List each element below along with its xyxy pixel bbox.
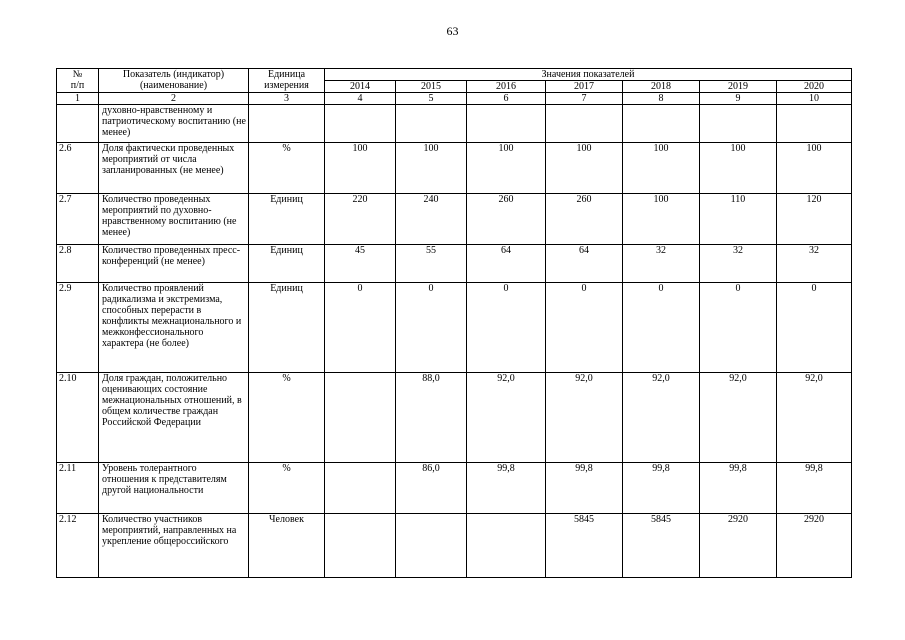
column-number: 10 (777, 93, 852, 105)
value-cell: 100 (700, 143, 777, 194)
value-cell: 100 (467, 143, 546, 194)
value-cell: 88,0 (396, 373, 467, 463)
header-values: Значения показателей (325, 69, 852, 81)
table-row (57, 245, 852, 283)
column-number: 4 (325, 93, 396, 105)
header-num (57, 69, 99, 93)
value-cell: 260 (546, 194, 623, 245)
value-cell: 92,0 (700, 373, 777, 463)
value-cell: 260 (467, 194, 546, 245)
column-number: 3 (249, 93, 325, 105)
indicator-name: Количество проявлений радикализма и экстремизма, способных перерасти в конфликты межнационального и межконфессионального характера (не более) (99, 283, 249, 373)
value-cell (467, 105, 546, 143)
value-cell: 5845 (546, 514, 623, 578)
row-number: 2.10 (57, 373, 99, 463)
row-number: 2.9 (57, 283, 99, 373)
value-cell: 99,8 (467, 463, 546, 514)
header-unit-line2: измерения (264, 80, 309, 91)
column-number: 1 (57, 93, 99, 105)
unit-cell: Единиц (249, 194, 325, 245)
header-year: 2017 (546, 81, 623, 93)
table-row (57, 194, 852, 245)
indicator-name: Количество проведенных мероприятий по духовно-нравственному воспитанию (не менее) (99, 194, 249, 245)
value-cell (396, 105, 467, 143)
value-cell: 92,0 (467, 373, 546, 463)
value-cell (396, 514, 467, 578)
table-row (57, 105, 852, 143)
value-cell: 99,8 (777, 463, 852, 514)
indicator-name: духовно-нравственному и патриотическому воспитанию (не менее) (99, 105, 249, 143)
value-cell: 100 (546, 143, 623, 194)
indicator-name: Уровень толерантного отношения к представителям другой национальности (99, 463, 249, 514)
header-indicator-line1: Показатель (индикатор) (122, 69, 225, 80)
table-row (57, 283, 852, 373)
value-cell: 2920 (700, 514, 777, 578)
unit-cell: Единиц (249, 283, 325, 373)
value-cell: 86,0 (396, 463, 467, 514)
row-number: 2.12 (57, 514, 99, 578)
column-number: 6 (467, 93, 546, 105)
value-cell: 64 (546, 245, 623, 283)
row-number: 2.7 (57, 194, 99, 245)
value-cell (325, 373, 396, 463)
header-unit (249, 69, 325, 93)
value-cell: 32 (777, 245, 852, 283)
value-cell: 45 (325, 245, 396, 283)
value-cell (700, 105, 777, 143)
value-cell: 5845 (623, 514, 700, 578)
header-unit-line1: Единица (267, 69, 306, 80)
value-cell: 120 (777, 194, 852, 245)
value-cell (777, 105, 852, 143)
value-cell (325, 463, 396, 514)
unit-cell: % (249, 143, 325, 194)
table-row (57, 143, 852, 194)
value-cell: 0 (467, 283, 546, 373)
unit-cell: Человек (249, 514, 325, 578)
unit-cell: Единиц (249, 245, 325, 283)
table-row (57, 514, 852, 578)
value-cell: 100 (396, 143, 467, 194)
value-cell: 0 (546, 283, 623, 373)
column-number: 2 (99, 93, 249, 105)
column-number: 8 (623, 93, 700, 105)
value-cell: 100 (777, 143, 852, 194)
value-cell: 240 (396, 194, 467, 245)
column-number: 7 (546, 93, 623, 105)
value-cell: 0 (325, 283, 396, 373)
value-cell (467, 514, 546, 578)
value-cell: 92,0 (777, 373, 852, 463)
row-number: 2.8 (57, 245, 99, 283)
indicators-table (56, 68, 852, 578)
unit-cell (249, 105, 325, 143)
value-cell: 92,0 (546, 373, 623, 463)
table-row (57, 373, 852, 463)
row-number: 2.6 (57, 143, 99, 194)
value-cell (546, 105, 623, 143)
indicator-name: Доля фактически проведенных мероприятий от числа запланированных (не менее) (99, 143, 249, 194)
column-number: 9 (700, 93, 777, 105)
indicator-name: Доля граждан, положительно оценивающих состояние межнациональных отношений, в общем количестве граждан Российской Федерации (99, 373, 249, 463)
value-cell: 99,8 (623, 463, 700, 514)
value-cell: 0 (700, 283, 777, 373)
value-cell: 100 (623, 143, 700, 194)
header-num-line2: п/п (70, 80, 85, 91)
table-row (57, 463, 852, 514)
header-year: 2020 (777, 81, 852, 93)
indicator-name: Количество участников мероприятий, направленных на укрепление общероссийского (99, 514, 249, 578)
header-indicator (99, 69, 249, 93)
value-cell: 100 (623, 194, 700, 245)
value-cell: 32 (623, 245, 700, 283)
value-cell: 0 (396, 283, 467, 373)
value-cell: 110 (700, 194, 777, 245)
data-rows (57, 105, 852, 578)
value-cell: 0 (777, 283, 852, 373)
value-cell (623, 105, 700, 143)
value-cell (325, 105, 396, 143)
value-cell: 99,8 (700, 463, 777, 514)
unit-cell: % (249, 373, 325, 463)
column-numbers-row (57, 93, 852, 105)
value-cell: 99,8 (546, 463, 623, 514)
value-cell: 0 (623, 283, 700, 373)
header-row-1 (57, 69, 852, 81)
value-cell: 2920 (777, 514, 852, 578)
value-cell (325, 514, 396, 578)
value-cell: 220 (325, 194, 396, 245)
unit-cell: % (249, 463, 325, 514)
indicator-name: Количество проведенных пресс-конференций (не менее) (99, 245, 249, 283)
value-cell: 32 (700, 245, 777, 283)
value-cell: 92,0 (623, 373, 700, 463)
header-year: 2015 (396, 81, 467, 93)
header-num-line1: № (72, 69, 83, 80)
page-number: 63 (446, 24, 459, 38)
header-year: 2019 (700, 81, 777, 93)
value-cell: 100 (325, 143, 396, 194)
value-cell: 64 (467, 245, 546, 283)
header-year: 2016 (467, 81, 546, 93)
header-indicator-line2: (наименование) (139, 80, 208, 91)
row-number: 2.11 (57, 463, 99, 514)
header-year: 2014 (325, 81, 396, 93)
row-number (57, 105, 99, 143)
value-cell: 55 (396, 245, 467, 283)
header-year: 2018 (623, 81, 700, 93)
column-number: 5 (396, 93, 467, 105)
